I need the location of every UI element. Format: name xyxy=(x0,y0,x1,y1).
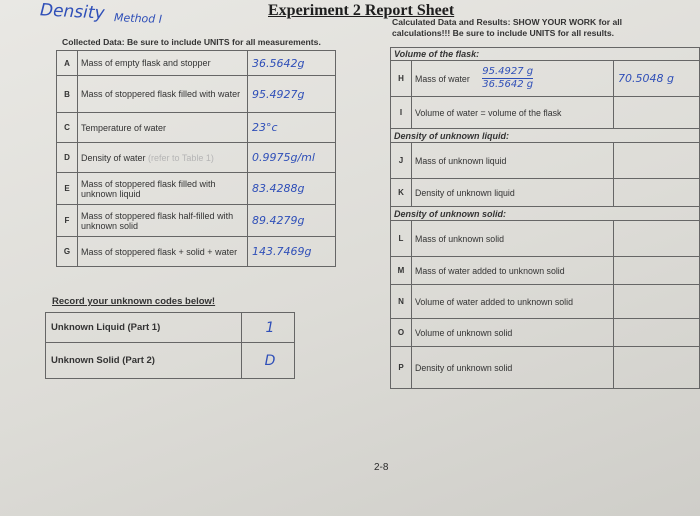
collected-data-header: Collected Data: Be sure to include UNITS for all measurements. xyxy=(62,37,321,47)
row-label: Volume of water = volume of the flask xyxy=(412,97,614,129)
table-row xyxy=(391,97,700,129)
work-line-2: 36.5642 g xyxy=(482,79,534,90)
table-row xyxy=(391,179,700,207)
row-value[interactable]: 70.5048 g xyxy=(614,61,700,97)
row-label: Mass of stoppered flask filled with water xyxy=(78,76,248,113)
row-letter: C xyxy=(57,113,78,143)
code-label: Unknown Liquid (Part 1) xyxy=(46,313,242,343)
row-letter: B xyxy=(57,76,78,113)
row-label-group xyxy=(78,143,248,173)
row-value[interactable] xyxy=(614,319,700,347)
row-label: Mass of unknown liquid xyxy=(412,143,614,179)
row-h-cell xyxy=(412,61,614,97)
table-row xyxy=(391,285,700,319)
row-label: Mass of stoppered flask filled with unknown liquid xyxy=(78,173,248,205)
row-label: Volume of water added to unknown solid xyxy=(412,285,614,319)
row-letter: O xyxy=(391,319,412,347)
row-value[interactable]: 143.7469g xyxy=(248,237,336,267)
row-h-work xyxy=(482,66,533,91)
row-letter: M xyxy=(391,257,412,285)
row-value[interactable] xyxy=(614,97,700,129)
section-density-liquid: Density of unknown liquid: xyxy=(391,129,700,143)
row-value[interactable] xyxy=(614,257,700,285)
table-row xyxy=(391,221,700,257)
calculated-data-table xyxy=(390,47,700,389)
row-label: Volume of unknown solid xyxy=(412,319,614,347)
row-value[interactable] xyxy=(614,179,700,207)
row-label: Mass of water xyxy=(415,73,470,84)
table-row xyxy=(391,143,700,179)
row-value[interactable]: 95.4927g xyxy=(248,76,336,113)
row-letter: J xyxy=(391,143,412,179)
row-label: Mass of stoppered flask + solid + water xyxy=(78,237,248,267)
row-value[interactable]: 0.9975g/ml xyxy=(248,143,336,173)
table-row xyxy=(57,205,336,237)
row-label: Density of water xyxy=(81,152,146,163)
section-density-solid: Density of unknown solid: xyxy=(391,207,700,221)
table-row xyxy=(57,51,336,76)
row-label: Mass of water added to unknown solid xyxy=(412,257,614,285)
row-letter: P xyxy=(391,347,412,389)
unknown-codes-table xyxy=(45,312,295,379)
calculated-data-header-1: Calculated Data and Results: SHOW YOUR WORK for all xyxy=(392,17,622,27)
collected-data-table xyxy=(56,50,336,267)
table-row xyxy=(46,343,295,379)
row-letter: G xyxy=(57,237,78,267)
row-value[interactable]: 83.4288g xyxy=(248,173,336,205)
handwritten-title: Density xyxy=(39,0,106,24)
code-label: Unknown Solid (Part 2) xyxy=(46,343,242,379)
codes-header: Record your unknown codes below! xyxy=(52,296,216,307)
row-value[interactable]: 89.4279g xyxy=(248,205,336,237)
row-value[interactable] xyxy=(614,221,700,257)
row-label: Density of unknown solid xyxy=(412,347,614,389)
table-row xyxy=(391,61,700,97)
row-label: Mass of unknown solid xyxy=(412,221,614,257)
work-line-1: 95.4927 g xyxy=(482,66,534,77)
table-row xyxy=(57,113,336,143)
row-label: Mass of empty flask and stopper xyxy=(78,51,248,76)
code-value[interactable]: 1 xyxy=(242,313,295,343)
row-label: Mass of stoppered flask half-filled with unknown solid xyxy=(78,205,248,237)
row-letter: L xyxy=(391,221,412,257)
page-number: 2-8 xyxy=(374,462,389,473)
handwritten-method: Method I xyxy=(113,11,163,26)
row-letter: E xyxy=(57,173,78,205)
row-hint: (refer to Table 1) xyxy=(148,152,214,163)
table-row xyxy=(57,76,336,113)
section-row xyxy=(391,48,700,61)
row-value[interactable] xyxy=(614,285,700,319)
section-row xyxy=(391,129,700,143)
row-value[interactable] xyxy=(614,347,700,389)
table-row xyxy=(57,143,336,173)
section-row xyxy=(391,207,700,221)
section-volume-flask: Volume of the flask: xyxy=(391,48,700,61)
table-row xyxy=(57,237,336,267)
row-letter: F xyxy=(57,205,78,237)
row-letter: N xyxy=(391,285,412,319)
sheet-title: Experiment 2 Report Sheet xyxy=(268,2,455,19)
row-letter: I xyxy=(391,97,412,129)
row-label: Density of unknown liquid xyxy=(412,179,614,207)
row-letter: K xyxy=(391,179,412,207)
table-row xyxy=(391,347,700,389)
table-row xyxy=(46,313,295,343)
row-label: Temperature of water xyxy=(78,113,248,143)
table-row xyxy=(391,257,700,285)
table-row xyxy=(391,319,700,347)
calculated-data-header-2: calculations!!! Be sure to include UNITS for all results. xyxy=(392,28,615,38)
code-value[interactable]: D xyxy=(242,343,295,379)
row-value[interactable] xyxy=(614,143,700,179)
row-letter: A xyxy=(57,51,78,76)
row-value[interactable]: 36.5642g xyxy=(248,51,336,76)
table-row xyxy=(57,173,336,205)
row-letter: D xyxy=(57,143,78,173)
row-value[interactable]: 23°c xyxy=(248,113,336,143)
row-letter: H xyxy=(391,61,412,97)
